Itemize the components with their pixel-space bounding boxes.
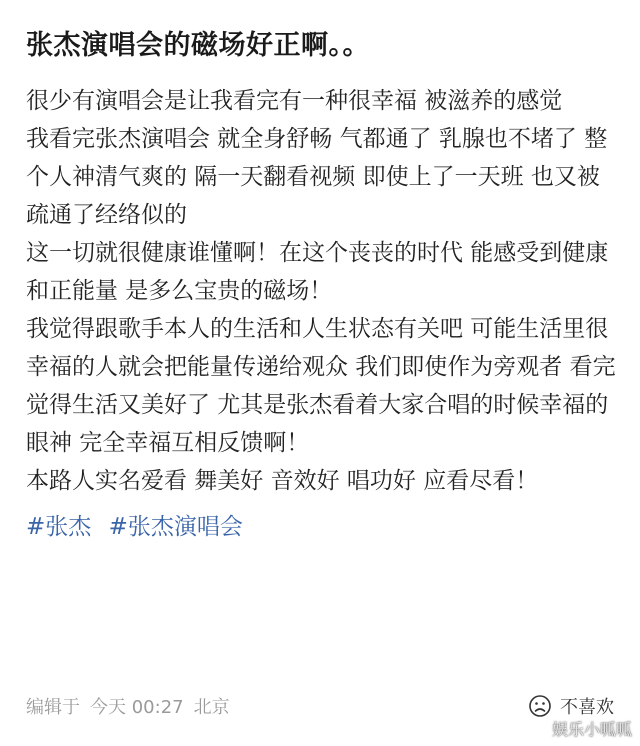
edit-location: 北京	[193, 697, 230, 718]
hashtag-link[interactable]: #张杰	[26, 514, 92, 540]
hashtag-link[interactable]: #张杰演唱会	[108, 514, 243, 540]
tag-list	[26, 508, 618, 546]
dislike-button[interactable]	[528, 693, 614, 719]
post-title: 张杰演唱会的磁场好正啊。。	[26, 30, 370, 61]
sad-face-icon	[528, 694, 552, 718]
edit-time: 今天 00:27	[90, 697, 184, 718]
post-body	[26, 82, 618, 500]
watermark: 娱乐小呱呱	[551, 720, 632, 739]
post-footer	[26, 686, 614, 726]
post-paragraph: 我看完张杰演唱会 就全身舒畅 气都通了 乳腺也不堵了 整个人神清气爽的 隔一天翻看视频 即使上了一天班 也又被疏通了经络似的	[26, 126, 608, 228]
post-content	[26, 22, 618, 546]
post-paragraph: 本路人实名爱看 舞美好 音效好 唱功好 应看尽看！	[26, 468, 539, 494]
post-paragraph: 这一切就很健康谁懂啊！在这个丧丧的时代 能感受到健康和正能量 是多么宝贵的磁场！	[26, 240, 609, 304]
dislike-label: 不喜欢	[560, 697, 614, 718]
post-paragraph: 我觉得跟歌手本人的生活和人生状态有关吧 可能生活里很幸福的人就会把能量传递给观众 我们即使作为旁观者 看完觉得生活又美好了 尤其是张杰看着大家合唱的时候幸福的眼神 完全幸福互相反馈啊！	[26, 316, 616, 456]
post-paragraph: 很少有演唱会是让我看完有一种很幸福 被滋养的感觉	[26, 88, 563, 114]
edited-label: 编辑于	[26, 697, 80, 718]
post-meta	[26, 693, 230, 719]
